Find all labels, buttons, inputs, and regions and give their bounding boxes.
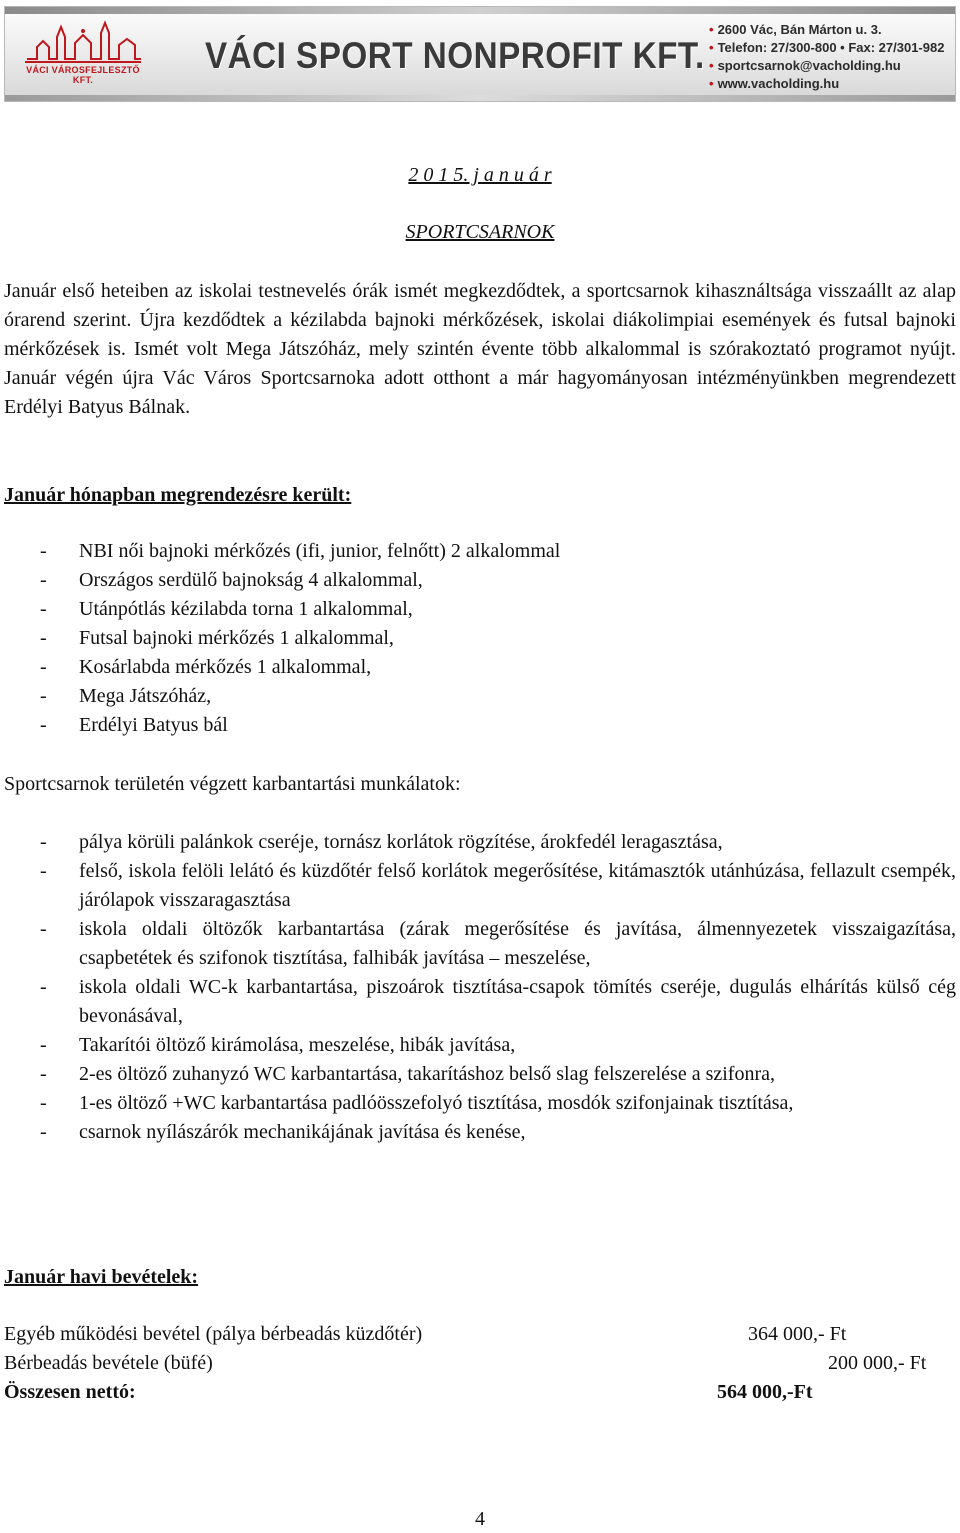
list-item: - Kosárlabda mérkőzés 1 alkalommal, — [40, 656, 372, 678]
contact-phone-fax: • Telefon: 27/300-800 • Fax: 27/301-982 — [709, 40, 945, 55]
events-heading: Január hónapban megrendezésre került: — [4, 484, 352, 506]
page-number: 4 — [475, 1508, 485, 1530]
bullet-icon: • — [709, 40, 714, 55]
logo-caption: VÁCI VÁROSFEJLESZTŐ KFT. — [26, 65, 140, 85]
bullet-icon: • — [709, 22, 714, 37]
list-item: - csarnok nyílászárók mechanikájának javítása és kenése, — [40, 1121, 526, 1143]
bullet-icon: • — [709, 58, 714, 73]
income-total-row — [4, 1378, 956, 1407]
income-row — [4, 1320, 956, 1349]
list-item: - Országos serdülő bajnokság 4 alkalommal, — [40, 569, 423, 591]
contact-list — [709, 21, 944, 93]
income-total-amount: 564 000,-Ft — [717, 1381, 813, 1403]
contact-address: • 2600 Vác, Bán Márton u. 3. — [709, 22, 882, 37]
list-item: - Utánpótlás kézilabda torna 1 alkalommal, — [40, 598, 413, 620]
list-item: - iskola oldali WC-k karbantartása, piszoárok tisztítása-csapok tömítés cseréje, dugulás elhárítás külső cég bevonásával, — [40, 976, 956, 1027]
intro-paragraph: Január első heteiben az iskolai testnevelés órák ismét megkezdődtek, a sportcsarnok kihasználtsága visszaállt az alap órarend szerint. Újra kezdődtek a kézilabda bajnoki mérkőzések, iskolai diákolimpiai események és futsal bajnoki mérkőzések is. Ismét volt Mega Játszóház, mely szintén évente több alkalommal is szórakoztató programot nyújt. Január végén újra Vác Város Sportcsarnoka adott otthont a már hagyományosan intézményünkben megrendezett Erdélyi Batyus Bálnak. — [4, 280, 956, 418]
income-total-label: Összesen nettó: — [4, 1381, 136, 1403]
bullet-icon: • — [709, 76, 714, 91]
income-heading: Január havi bevételek: — [4, 1266, 199, 1288]
events-list — [4, 537, 956, 740]
city-skyline-icon — [23, 19, 143, 67]
section-heading: SPORTCSARNOK — [405, 221, 555, 243]
income-amount: 200 000,- Ft — [828, 1352, 927, 1374]
list-item: - 2-es öltöző zuhanyzó WC karbantartása, takarításhoz belső slag felszerelése a szifonra, — [40, 1063, 776, 1085]
contact-website: • www.vacholding.hu — [709, 76, 840, 91]
income-amount: 364 000,- Ft — [748, 1323, 847, 1345]
list-item: - NBI női bajnoki mérkőzés (ifi, junior, felnőtt) 2 alkalommal — [40, 540, 561, 562]
income-label: Bérbeadás bevétele (büfé) — [4, 1352, 213, 1374]
list-item: - Futsal bajnoki mérkőzés 1 alkalommal, — [40, 627, 394, 649]
income-label: Egyéb működési bevétel (pálya bérbeadás küzdőtér) — [4, 1323, 423, 1345]
company-logo — [23, 19, 143, 91]
income-table — [4, 1320, 956, 1407]
list-item: - pálya körüli palánkok cseréje, tornász korlátok rögzítése, árokfedél leragasztása, — [40, 831, 723, 853]
income-row — [4, 1349, 956, 1378]
banner-bottom-stripe — [5, 95, 955, 101]
date-heading: 2 0 1 5. j a n u á r — [408, 164, 552, 186]
list-item: - Mega Játszóház, — [40, 685, 212, 707]
maintenance-heading: Sportcsarnok területén végzett karbantartási munkálatok: — [4, 773, 461, 795]
list-item: - iskola oldali öltözők karbantartása (zárak megerősítése és javítása, álmennyezetek visszaigazítása, csapbetétek és szifonok tisztítása, falhibák javítása – meszelése, — [40, 918, 956, 969]
banner-top-stripe — [5, 7, 955, 14]
list-item: - felső, iskola felöli lelátó és küzdőtér felső korlátok megerősítése, kitámasztók utánhúzása, fellazult csempék, járólapok visszaragasztása — [40, 860, 956, 911]
list-item: - Erdélyi Batyus bál — [40, 714, 228, 736]
contact-email: • sportcsarnok@vacholding.hu — [709, 58, 901, 73]
maintenance-list — [4, 828, 956, 1147]
list-item: - Takarítói öltöző kirámolása, meszelése, hibák javítása, — [40, 1034, 516, 1056]
letterhead-banner — [4, 6, 956, 102]
company-name: VÁCI SPORT NONPROFIT KFT. — [205, 35, 705, 76]
list-item: - 1-es öltöző +WC karbantartása padlóösszefolyó tisztítása, mosdók szifonjainak tisztítása, — [40, 1092, 794, 1114]
